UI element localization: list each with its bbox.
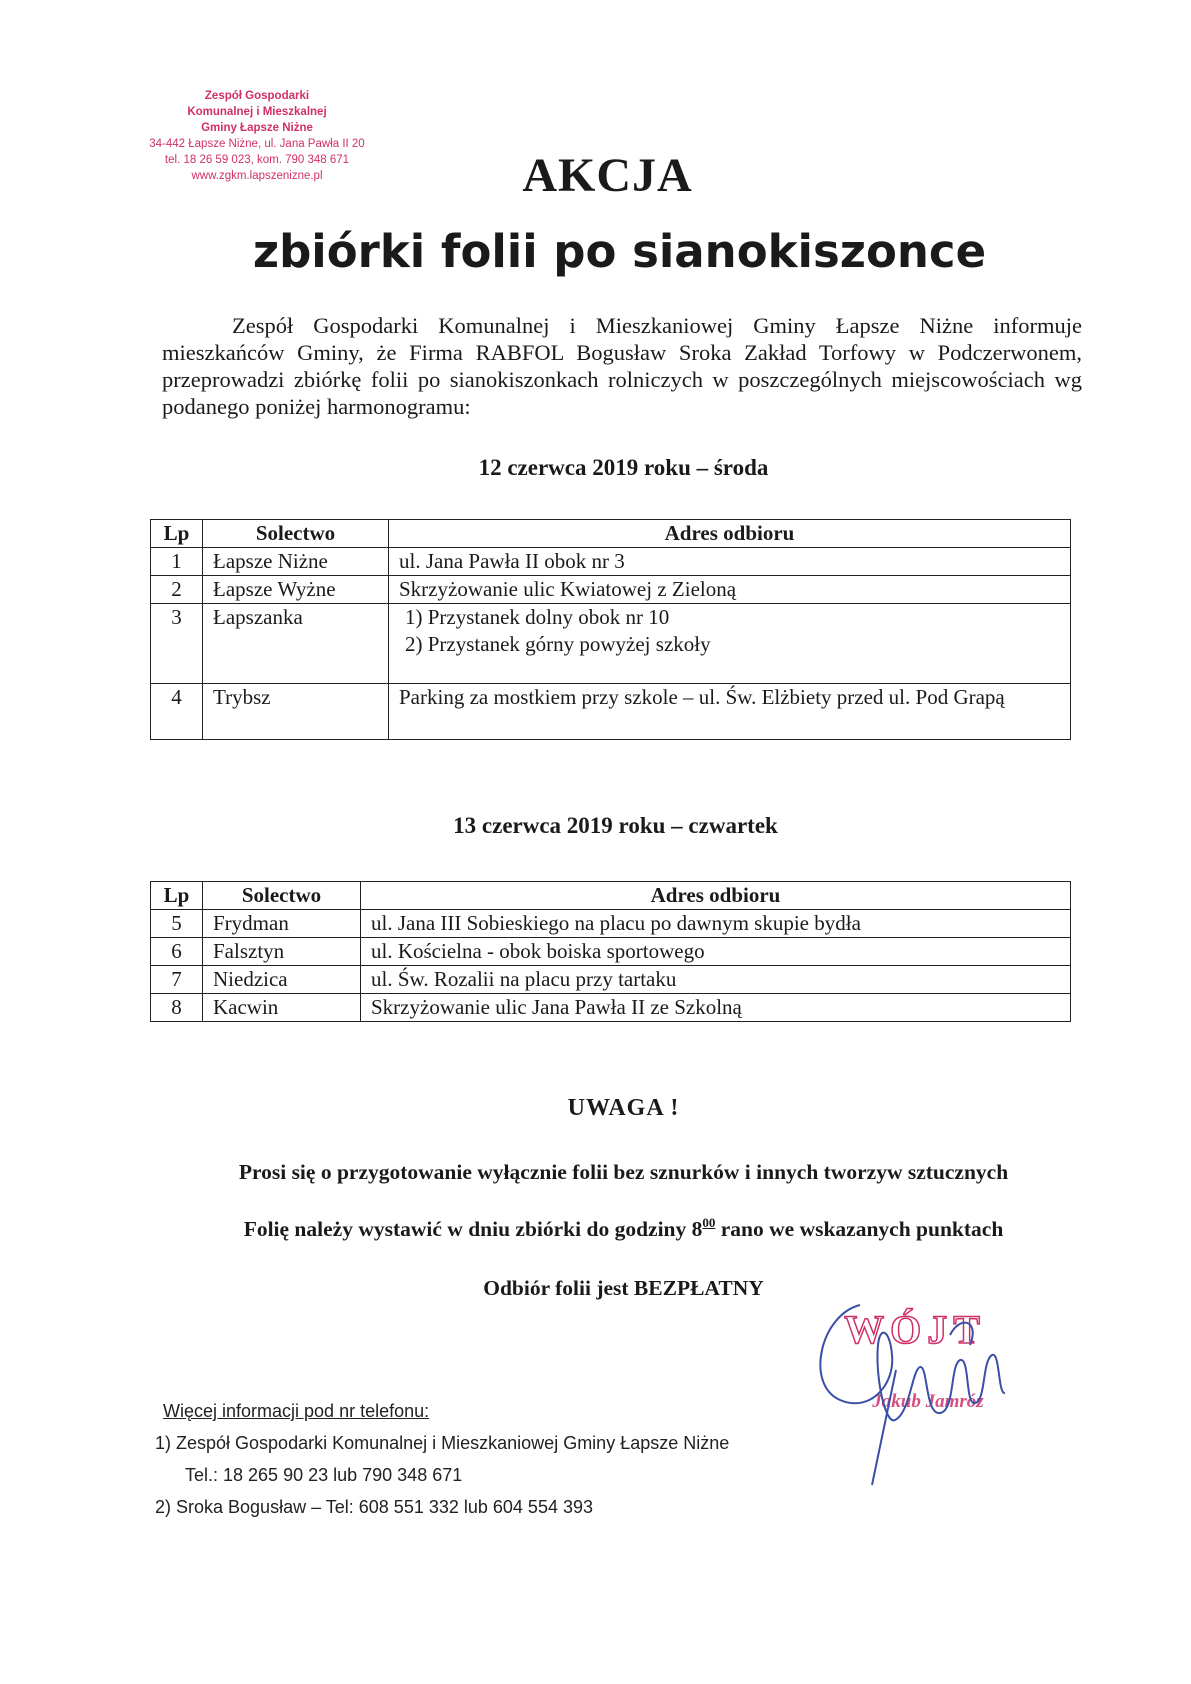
table-row — [151, 684, 1071, 740]
cell-solectwo: Frydman — [203, 910, 361, 938]
intro-paragraph: Zespół Gospodarki Komunalnej i Mieszkaniowej Gminy Łapsze Niżne informuje mieszkańców Gminy, że Firma RABFOL Bogusław Sroka Zakład Torfowy w Podczerwonem, przeprowadzi zbiórkę folii po sianokiszonkach rolniczych w poszczególnych miejscowościach wg podanego poniżej harmonogramu: — [162, 313, 1082, 419]
header-solectwo: Solectwo — [203, 882, 361, 910]
cell-lp: 7 — [151, 966, 203, 994]
stamp-phone: tel. 18 26 59 023, kom. 790 348 671 — [164, 154, 350, 166]
notice-line-2-text: Folię należy wystawić w dniu zbiórki do godziny 8 — [243, 1217, 703, 1241]
table-row — [151, 548, 1071, 576]
address-line-1: 1) Przystanek dolny obok nr 10 — [405, 605, 670, 629]
header-lp: Lp — [151, 882, 203, 910]
notice-line-2-end: rano we wskazanych punktach — [715, 1217, 1004, 1241]
cell-adres: Skrzyżowanie ulic Kwiatowej z Zieloną — [389, 576, 1071, 604]
schedule-table-2 — [150, 881, 1071, 1022]
cell-adres: ul. Jana Pawła II obok nr 3 — [389, 548, 1071, 576]
cell-lp: 6 — [151, 938, 203, 966]
stamp-line-1: Zespół Gospodarki — [204, 90, 310, 102]
stamp-website: www.zgkm.lapszenizne.pl — [191, 170, 323, 182]
cell-lp: 2 — [151, 576, 203, 604]
cell-solectwo: Kacwin — [203, 994, 361, 1022]
schedule-date-1: 12 czerwca 2019 roku – środa — [478, 455, 769, 480]
contact-item-1: 1) Zespół Gospodarki Komunalnej i Mieszkaniowej Gminy Łapsze Niżne — [155, 1433, 730, 1453]
notice-heading: UWAGA ! — [567, 1095, 680, 1121]
header-lp: Lp — [151, 520, 203, 548]
notice-line-2 — [0, 1215, 1191, 1242]
cell-lp: 1 — [151, 548, 203, 576]
table-row — [151, 966, 1071, 994]
schedule-date-2: 13 czerwca 2019 roku – czwartek — [453, 813, 778, 838]
notice-line-1: Prosi się o przygotowanie wyłącznie folii bez sznurków i innych tworzyw sztucznych — [238, 1160, 1009, 1184]
cell-solectwo: Falsztyn — [203, 938, 361, 966]
table-row — [151, 576, 1071, 604]
notice-time-superscript: 00 — [702, 1215, 716, 1230]
table-row — [151, 938, 1071, 966]
wojt-stamp-text: WÓJT — [844, 1307, 986, 1352]
cell-solectwo: Niedzica — [203, 966, 361, 994]
header-adres: Adres odbioru — [389, 520, 1071, 548]
signature-stamp — [800, 1275, 1030, 1495]
contact-item-2: 2) Sroka Bogusław – Tel: 608 551 332 lub 604 554 393 — [155, 1497, 593, 1517]
table-header-row — [151, 882, 1071, 910]
cell-adres: Skrzyżowanie ulic Jana Pawła II ze Szkolną — [361, 994, 1071, 1022]
contact-info — [155, 1395, 729, 1523]
cell-solectwo: Trybsz — [203, 684, 389, 740]
cell-adres: ul. Kościelna - obok boiska sportowego — [361, 938, 1071, 966]
table-row — [151, 604, 1071, 684]
header-solectwo: Solectwo — [203, 520, 389, 548]
cell-lp: 8 — [151, 994, 203, 1022]
header-adres: Adres odbioru — [361, 882, 1071, 910]
stamp-line-3: Gminy Łapsze Niżne — [201, 122, 313, 134]
cell-adres: ul. Jana III Sobieskiego na placu po dawnym skupie bydła — [361, 910, 1071, 938]
cell-solectwo: Łapsze Niżne — [203, 548, 389, 576]
schedule-table-1 — [150, 519, 1071, 740]
cell-lp: 4 — [151, 684, 203, 740]
stamp-line-2: Komunalnej i Mieszkalnej — [187, 106, 327, 118]
table-header-row — [151, 520, 1071, 548]
cell-adres: Parking za mostkiem przy szkole – ul. Św. Elżbiety przed ul. Pod Grapą — [389, 684, 1071, 740]
stamp-address: 34-442 Łapsze Niżne, ul. Jana Pawła II 20 — [149, 138, 365, 150]
signature-name: Jakub Jamróz — [872, 1391, 984, 1412]
page-title: AKCJA — [522, 149, 693, 202]
free-collection-note: Odbiór folii jest BEZPŁATNY — [483, 1276, 764, 1300]
cell-lp: 3 — [151, 604, 203, 684]
page-subtitle: zbiórki folii po sianokiszonce — [252, 225, 987, 278]
cell-solectwo: Łapszanka — [203, 604, 389, 684]
cell-adres: ul. Św. Rozalii na placu przy tartaku — [361, 966, 1071, 994]
table-row — [151, 910, 1071, 938]
contact-item-1-phone: Tel.: 18 265 90 23 lub 790 348 671 — [185, 1465, 463, 1485]
contact-heading: Więcej informacji pod nr telefonu: — [163, 1401, 430, 1421]
table-row — [151, 994, 1071, 1022]
cell-lp: 5 — [151, 910, 203, 938]
cell-adres — [389, 604, 1071, 684]
address-line-2: 2) Przystanek górny powyżej szkoły — [405, 632, 711, 656]
cell-solectwo: Łapsze Wyżne — [203, 576, 389, 604]
